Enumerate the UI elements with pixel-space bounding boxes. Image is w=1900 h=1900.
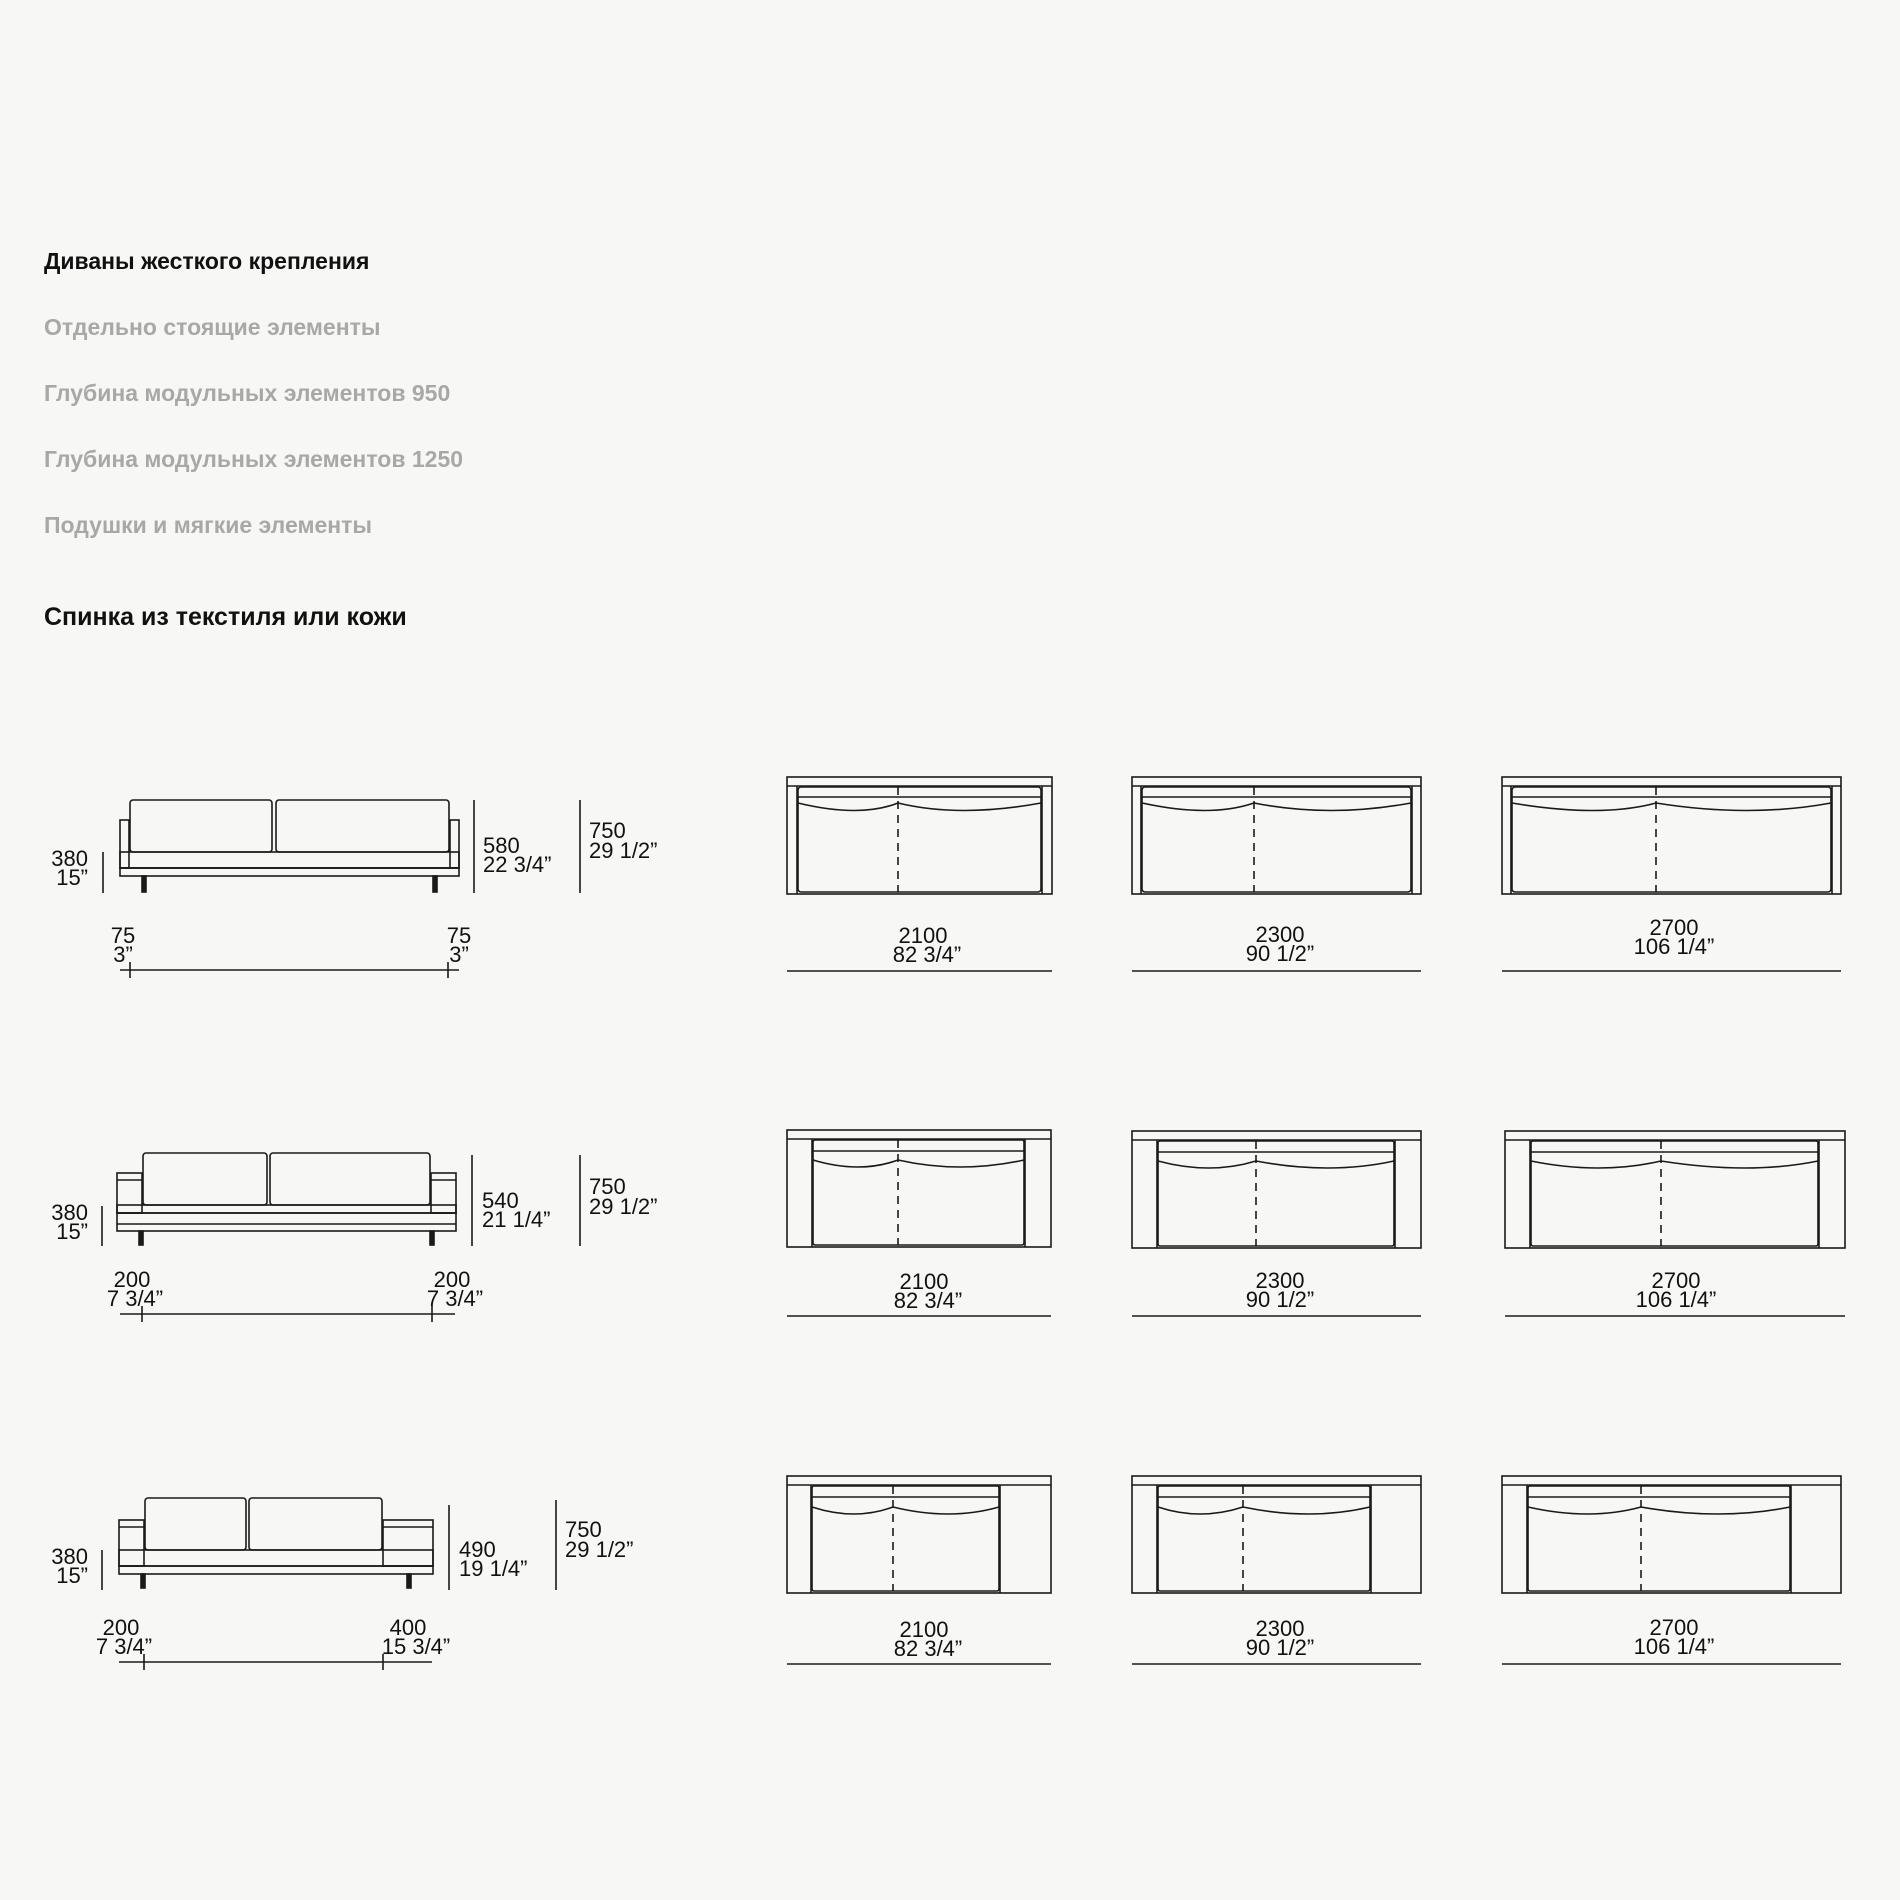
back-cushion-left: [130, 800, 272, 852]
arm-dims-text-2: [107, 1267, 483, 1311]
seat-height-in: 15”: [56, 1563, 88, 1588]
seat-height-in: 15”: [56, 1219, 88, 1244]
arm-left: [120, 820, 129, 868]
arm-right-mm: 400: [389, 1615, 427, 1640]
width-mm: 2700: [1649, 1615, 1699, 1640]
menu-item-depth-950[interactable]: Глубина модульных элементов 950: [44, 380, 451, 406]
back-height-mm: 580: [483, 833, 520, 858]
seat-area: [1512, 787, 1831, 892]
width-mm: 2700: [1649, 915, 1699, 940]
frame: [787, 1130, 1051, 1247]
frame: [1505, 1131, 1845, 1248]
frame: [1132, 1131, 1421, 1248]
arm-right-mm: 75: [446, 923, 472, 948]
top-view-3-2300: [1132, 1476, 1421, 1593]
top-view-1-2300: [1132, 777, 1421, 894]
back-cushion-left: [143, 1153, 267, 1205]
frame: [1132, 777, 1421, 894]
width-mm: 2100: [898, 923, 948, 948]
width-mm: 2100: [899, 1269, 949, 1294]
arm-left-in: 7 3/4”: [95, 1634, 153, 1659]
menu-item-fixed-sofas[interactable]: Диваны жесткого крепления: [44, 248, 370, 274]
top-view-1-2700: [1502, 777, 1841, 894]
seat: [119, 1550, 433, 1566]
top-view-2-2700: [1505, 1131, 1845, 1248]
arm-right: [450, 820, 459, 868]
top-view-1-2100: [787, 777, 1052, 894]
arm-left-in: 3”: [113, 942, 133, 967]
arm-left-mm: 200: [113, 1267, 151, 1292]
arm-left-in: 7 3/4”: [106, 1286, 164, 1311]
seat: [117, 1205, 456, 1213]
back-cushion-right: [276, 800, 449, 852]
back-height-mm: 540: [482, 1188, 519, 1213]
width-mm: 2300: [1255, 1268, 1305, 1293]
back-height-mm: 490: [459, 1537, 496, 1562]
width-in: 90 1/2”: [1245, 1635, 1315, 1660]
arm-dims-text-1: [111, 923, 471, 967]
side-view-variant-1: [103, 800, 580, 978]
leg-right: [430, 1231, 434, 1245]
frame: [1502, 777, 1841, 894]
width-in: 90 1/2”: [1245, 1287, 1315, 1312]
base: [120, 868, 459, 876]
side-dims-text-3b: [459, 1517, 634, 1581]
width-mm: 2100: [899, 1617, 949, 1642]
width-in: 82 3/4”: [893, 1288, 963, 1313]
seat-height-in: 15”: [56, 865, 88, 890]
side-dims-text-2: [51, 1200, 88, 1244]
width-in: 82 3/4”: [892, 942, 962, 967]
side-dims-text-2b: [482, 1174, 658, 1232]
arm-dims-text-3: [96, 1615, 450, 1659]
arm-right-in: 7 3/4”: [426, 1286, 484, 1311]
seat-area: [813, 1140, 1024, 1245]
menu-item-depth-1250[interactable]: Глубина модульных элементов 1250: [44, 446, 464, 472]
back-cushion-right: [249, 1498, 382, 1550]
side-dims-text-3: [51, 1544, 88, 1588]
leg-left: [139, 1231, 143, 1245]
width-mm: 2700: [1651, 1268, 1701, 1293]
leg-left: [142, 876, 146, 892]
seat-area: [1142, 787, 1411, 892]
seat-area: [1528, 1486, 1790, 1591]
base: [119, 1566, 433, 1574]
back-height-in: 22 3/4”: [483, 852, 552, 877]
menu-item-freestanding-elements[interactable]: Отдельно стоящие элементы: [44, 314, 381, 340]
width-text-row-1: [893, 915, 1715, 967]
back-cushion-right: [270, 1153, 430, 1205]
top-view-3-2700: [1502, 1476, 1841, 1593]
top-view-3-2100: [787, 1476, 1051, 1593]
arm-left-mm: 75: [110, 923, 136, 948]
seat: [120, 852, 459, 868]
side-dims-text-1b: [483, 818, 658, 877]
seat-area: [1531, 1141, 1818, 1246]
back-cushion-left: [145, 1498, 246, 1550]
side-dims-text-1: [51, 846, 88, 890]
width-in: 90 1/2”: [1245, 941, 1315, 966]
arm-left-mm: 200: [102, 1615, 140, 1640]
width-text-row-3: [894, 1615, 1715, 1661]
frame: [1132, 1476, 1421, 1593]
side-view-variant-2: [102, 1153, 580, 1322]
total-height-mm: 750: [589, 1174, 626, 1199]
side-view-variant-3: [102, 1498, 556, 1670]
frame: [787, 777, 1052, 894]
total-height-in: 29 1/2”: [589, 838, 658, 863]
width-text-row-2: [894, 1268, 1717, 1313]
frame: [787, 1476, 1051, 1593]
seat-height-mm: 380: [51, 1544, 88, 1569]
seat-area: [798, 787, 1041, 892]
seat-height-mm: 380: [51, 1200, 88, 1225]
leg-right: [407, 1574, 411, 1588]
back-height-in: 21 1/4”: [482, 1207, 551, 1232]
menu-item-cushions[interactable]: Подушки и мягкие элементы: [44, 512, 373, 538]
arm-right: [431, 1173, 456, 1213]
seat-height-mm: 380: [51, 846, 88, 871]
top-view-2-2300: [1132, 1131, 1421, 1248]
width-mm: 2300: [1255, 922, 1305, 947]
arm-right-mm: 200: [433, 1267, 471, 1292]
seat-area: [812, 1486, 999, 1591]
top-view-2-2100: [787, 1130, 1051, 1247]
seat-area: [1158, 1486, 1370, 1591]
seat-area: [1158, 1141, 1394, 1246]
total-height-in: 29 1/2”: [589, 1194, 658, 1219]
arm-left: [117, 1173, 142, 1213]
total-height-in: 29 1/2”: [565, 1537, 634, 1562]
total-height-mm: 750: [589, 818, 626, 843]
width-in: 106 1/4”: [1635, 1287, 1717, 1312]
leg-right: [433, 876, 437, 892]
width-mm: 2300: [1255, 1616, 1305, 1641]
width-in: 106 1/4”: [1633, 1634, 1715, 1659]
leg-left: [141, 1574, 145, 1588]
base: [117, 1213, 456, 1231]
arm-right-in: 15 3/4”: [381, 1634, 451, 1659]
width-in: 82 3/4”: [893, 1636, 963, 1661]
width-in: 106 1/4”: [1633, 934, 1715, 959]
total-height-mm: 750: [565, 1517, 602, 1542]
back-height-in: 19 1/4”: [459, 1556, 528, 1581]
section-title: Спинка из текстиля или кожи: [44, 603, 407, 631]
arm-right-in: 3”: [449, 942, 469, 967]
